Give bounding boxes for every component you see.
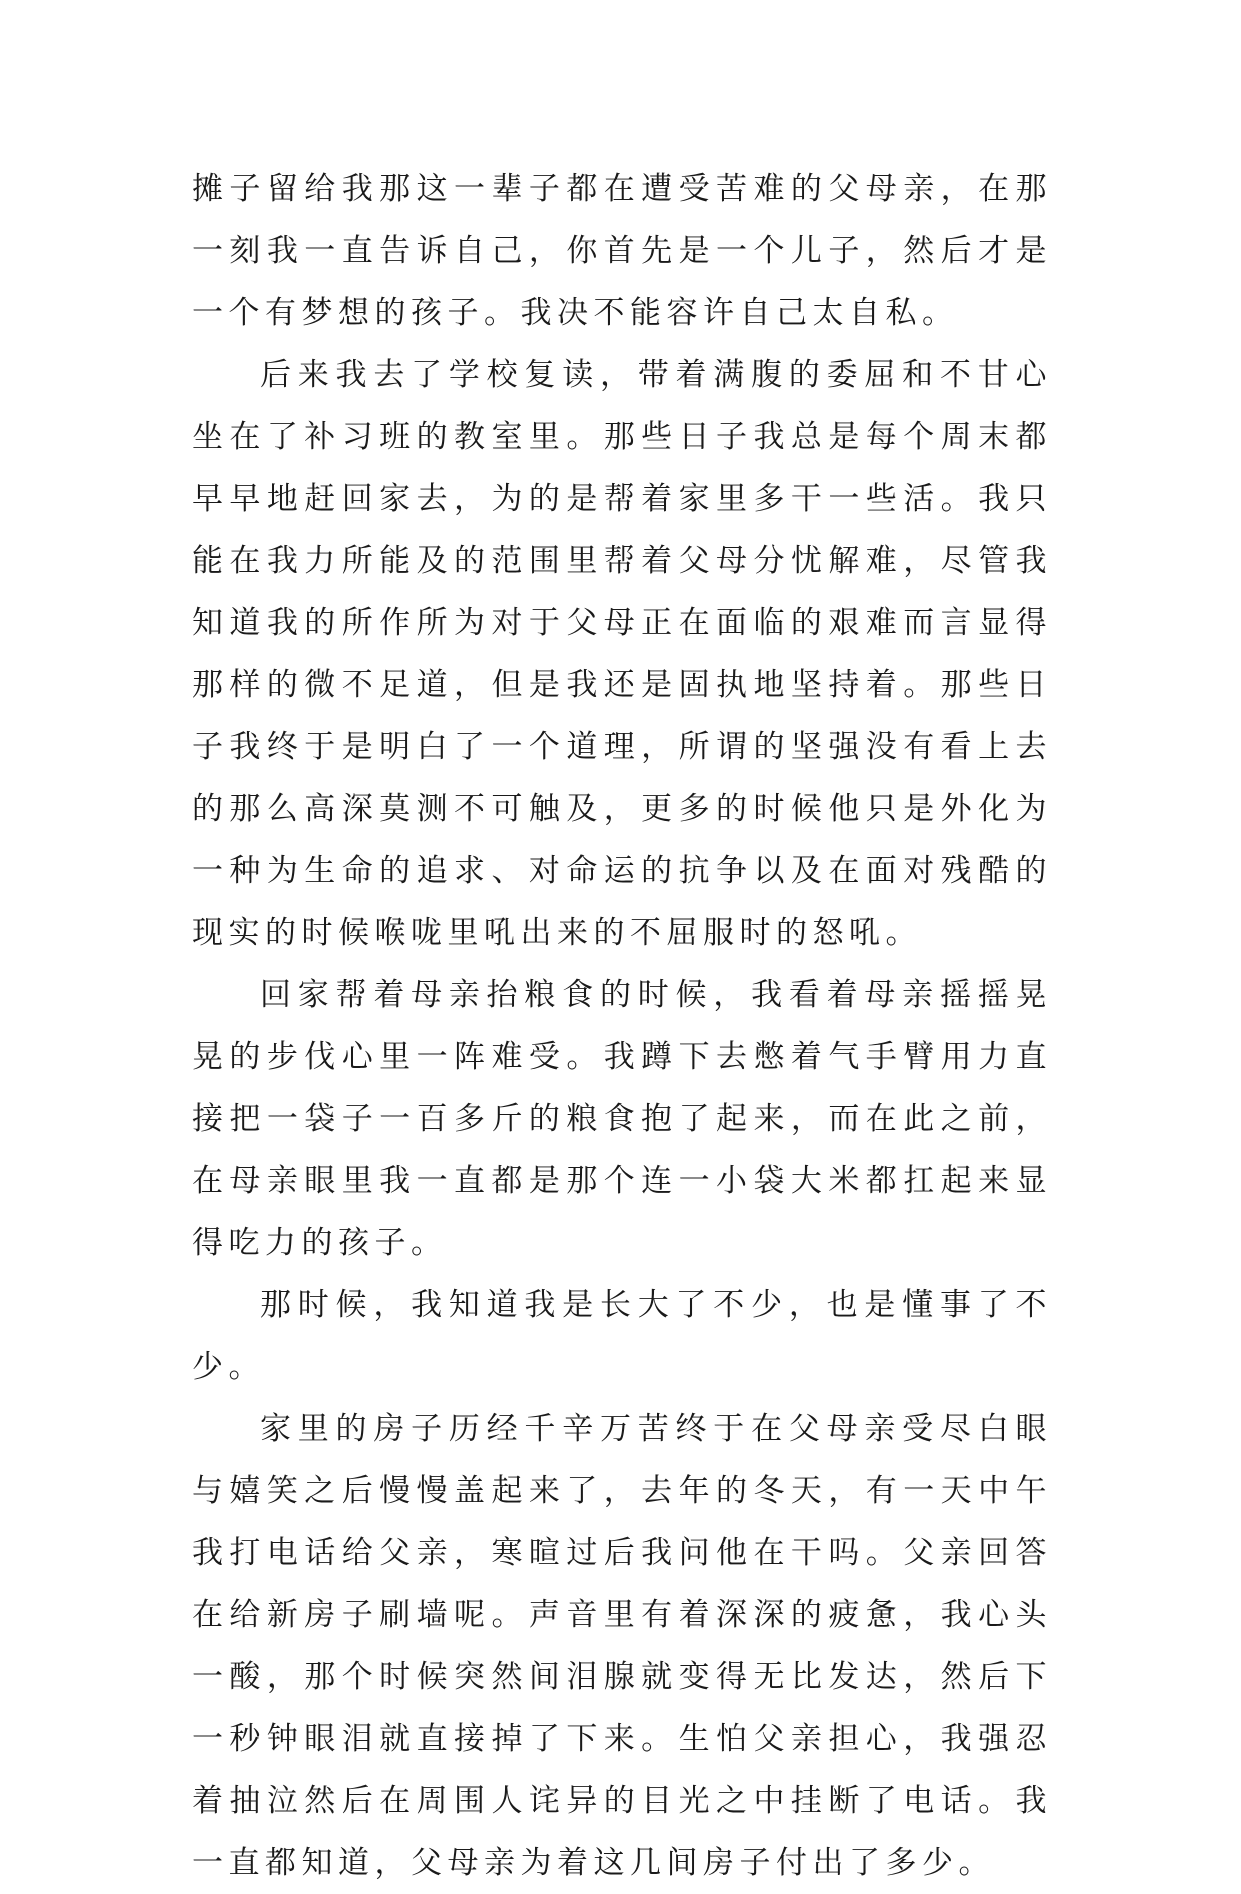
paragraph-5: 家里的房子历经千辛万苦终于在父母亲受尽白眼与嬉笑之后慢慢盖起来了，去年的冬天，有一天中午我打电话给父亲，寒暄过后我问他在干吗。父亲回答在给新房子刷墙呢。声音里有着深深的疲惫，我心头一酸，那个时候突然间泪腺就变得无比发达，然后下一秒钟眼泪就直接掉了下来。生怕父亲担心，我强忍着抽泣然后在周围人诧异的目光之中挂断了电话。我一直都知道，父母亲为着这几间房子付出了多少。	[192, 1411, 1052, 1881]
paragraph-4: 那时候，我知道我是长大了不少，也是懂事了不少。	[192, 1287, 1052, 1385]
document-body	[192, 158, 1052, 1894]
paragraph-2: 后来我去了学校复读，带着满腹的委屈和不甘心坐在了补习班的教室里。那些日子我总是每个周末都早早地赶回家去，为的是帮着家里多干一些活。我只能在我力所能及的范围里帮着父母分忧解难，尽管我知道我的所作所为对于父母正在面临的艰难而言显得那样的微不足道，但是我还是固执地坚持着。那些日子我终于是明白了一个道理，所谓的坚强没有看上去的那么高深莫测不可触及，更多的时候他只是外化为一种为生命的追求、对命运的抗争以及在面对残酷的现实的时候喉咙里吼出来的不屈服时的怒吼。	[192, 357, 1052, 951]
paragraph-1: 摊子留给我那这一辈子都在遭受苦难的父母亲，在那一刻我一直告诉自己，你首先是一个儿子，然后才是一个有梦想的孩子。我决不能容许自己太自私。	[192, 171, 1052, 331]
paragraph-3: 回家帮着母亲抬粮食的时候，我看着母亲摇摇晃晃的步伐心里一阵难受。我蹲下去憋着气手臂用力直接把一袋子一百多斤的粮食抱了起来，而在此之前，在母亲眼里我一直都是那个连一小袋大米都扛起来显得吃力的孩子。	[192, 977, 1052, 1261]
